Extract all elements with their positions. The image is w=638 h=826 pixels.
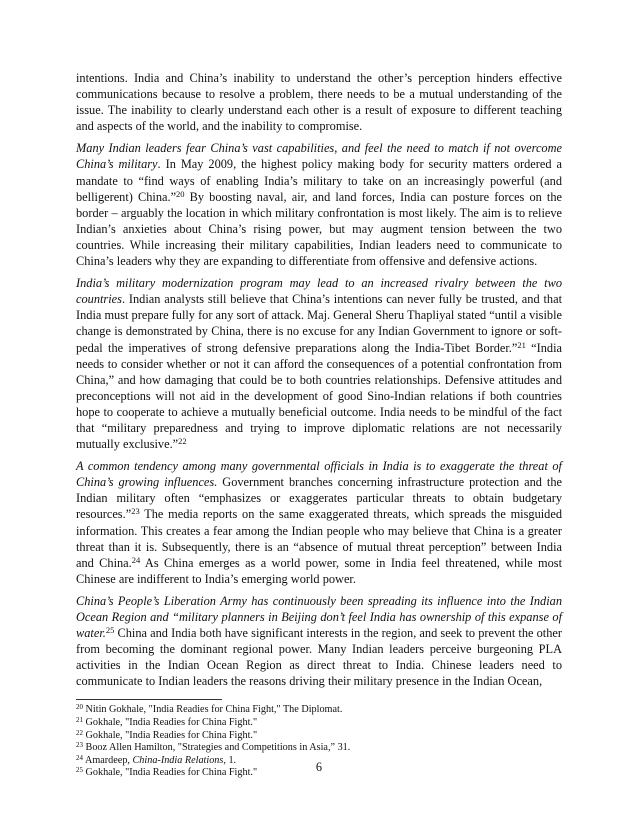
footnote-ref: 23 [76, 741, 83, 750]
footnote-ref: 25 [76, 766, 83, 775]
footnote [76, 717, 562, 730]
footnote-ref: 24 [76, 753, 83, 762]
text-run: The media reports on the same exaggerated threats, which spreads the misguided information. This creates a fear among the Indian people who may believe that China is a greater threat than it is. Subsequently, there is an “absence of mutual threat perception” between India and China. [76, 507, 562, 570]
text-run: Amardeep, [83, 754, 133, 766]
footnote [76, 704, 562, 717]
paragraph [76, 458, 562, 587]
footnote-ref: 22 [76, 728, 83, 737]
body-text [76, 70, 562, 689]
text-run: Gokhale, "India Readies for China Fight." [83, 767, 258, 779]
text-run: intentions. India and China’s inability to understand the other’s perception hinders effective communications because to resolve a problem, there needs to be a mutual understanding of the issue. The inability to clearly understand each other is a result of exposure to different teaching and aspects of the world, and the inability to compromise. [76, 71, 562, 134]
text-run: Booz Allen Hamilton, "Strategies and Competitions in Asia,” 31. [83, 742, 351, 754]
text-run: Government branches concerning infrastructure protection and the Indian military often “emphasizes or exaggerates particular threats to obtain budgetary resources.” [76, 475, 563, 522]
paragraph [76, 593, 562, 690]
footnote-ref: 22 [178, 436, 187, 447]
italic-text: A common tendency among many governmental officials in India is to exaggerate the threat of China’s growing influences. [76, 459, 562, 490]
document-page [76, 70, 562, 780]
italic-text: China-India Relations, [132, 754, 226, 766]
paragraph [76, 140, 562, 269]
text-run: Gokhale, "India Readies for China Fight." [83, 717, 258, 729]
text-run: China and India both have significant interests in the region, and seek to prevent the other from becoming the dominant regional power. Many Indian leaders perceive burgeoning PLA activities in the Indian Ocean Region as direct threat to India. Chinese leaders need to communicate to Indian leaders the reasons driving their military presence in the Indian Ocean, [76, 626, 562, 689]
text-run: “India needs to consider whether or not it can afford the consequences of a potential confrontation from China,” and how damaging that could be to both countries relationships. Defensive attitudes and preconceptions will not aid in the development of good Sino-Indian relations if both countries hope to cooperate to achieve a mutually beneficial outcome. India needs to be mindful of the fact that “military preparedness and trying to improve diplomatic relations are not necessarily mutually exclusive.” [76, 340, 562, 452]
footnote-separator [76, 699, 222, 700]
italic-text: Many Indian leaders fear China’s vast capabilities, and feel the need to match if not overcome China’s military [76, 141, 562, 172]
footnote-ref: 21 [76, 716, 83, 725]
page-number: 6 [315, 760, 323, 774]
text-run: Nitin Gokhale, "India Readies for China Fight," The Diplomat. [83, 704, 343, 716]
italic-text: China’s People’s Liberation Army has continuously been spreading its influence into the Indian Ocean Region and “military planners in Beijing don’t feel India has ownership of this expanse of water. [76, 593, 562, 641]
footnote-ref: 20 [76, 703, 83, 712]
footnote-ref: 20 [176, 188, 185, 199]
text-run: . In May 2009, the highest policy making body for security matters ordered a mandate to “find ways of enabling India’s military to take on an increasingly powerful (and belligerent) China.” [76, 157, 562, 204]
footnote-ref: 24 [131, 554, 141, 565]
footnote-ref: 23 [131, 506, 140, 517]
text-run: . Indian analysts still believe that China’s intentions can never fully be trusted, and that India must prepare fully for any sort of attack. Maj. General Sheru Thapliyal stated “until a visible change is demonstrated by China, there is no excuse for any Indian Government to ignore or soft-pedal the imperatives of strong defensive preparations along the India-Tibet Border.” [76, 292, 562, 355]
footnote [76, 730, 562, 743]
paragraph [76, 275, 562, 452]
footnote-ref: 21 [517, 339, 526, 350]
footnote [76, 742, 562, 755]
text-run: Gokhale, "India Readies for China Fight." [83, 729, 258, 741]
text-run: By boosting naval, air, and land forces, India can posture forces on the border – arguably the location in which military confrontation is most likely. The aim is to relieve Indian’s anxieties about China’s rising power, but may augment tension between the two countries. While increasing their military capabilities, Indian leaders need to communicate to China’s leaders why they are expanding to differentiate from offensive and defensive actions. [76, 189, 562, 269]
paragraph [76, 70, 562, 134]
footnote-ref: 25 [105, 625, 115, 636]
text-run: As China emerges as a world power, some in India feel threatened, while most Chinese are indifferent to India’s emerging world power. [76, 555, 562, 586]
text-run: 1. [225, 754, 237, 766]
italic-text: India’s military modernization program may lead to an increased rivalry between the two countries [76, 276, 562, 307]
